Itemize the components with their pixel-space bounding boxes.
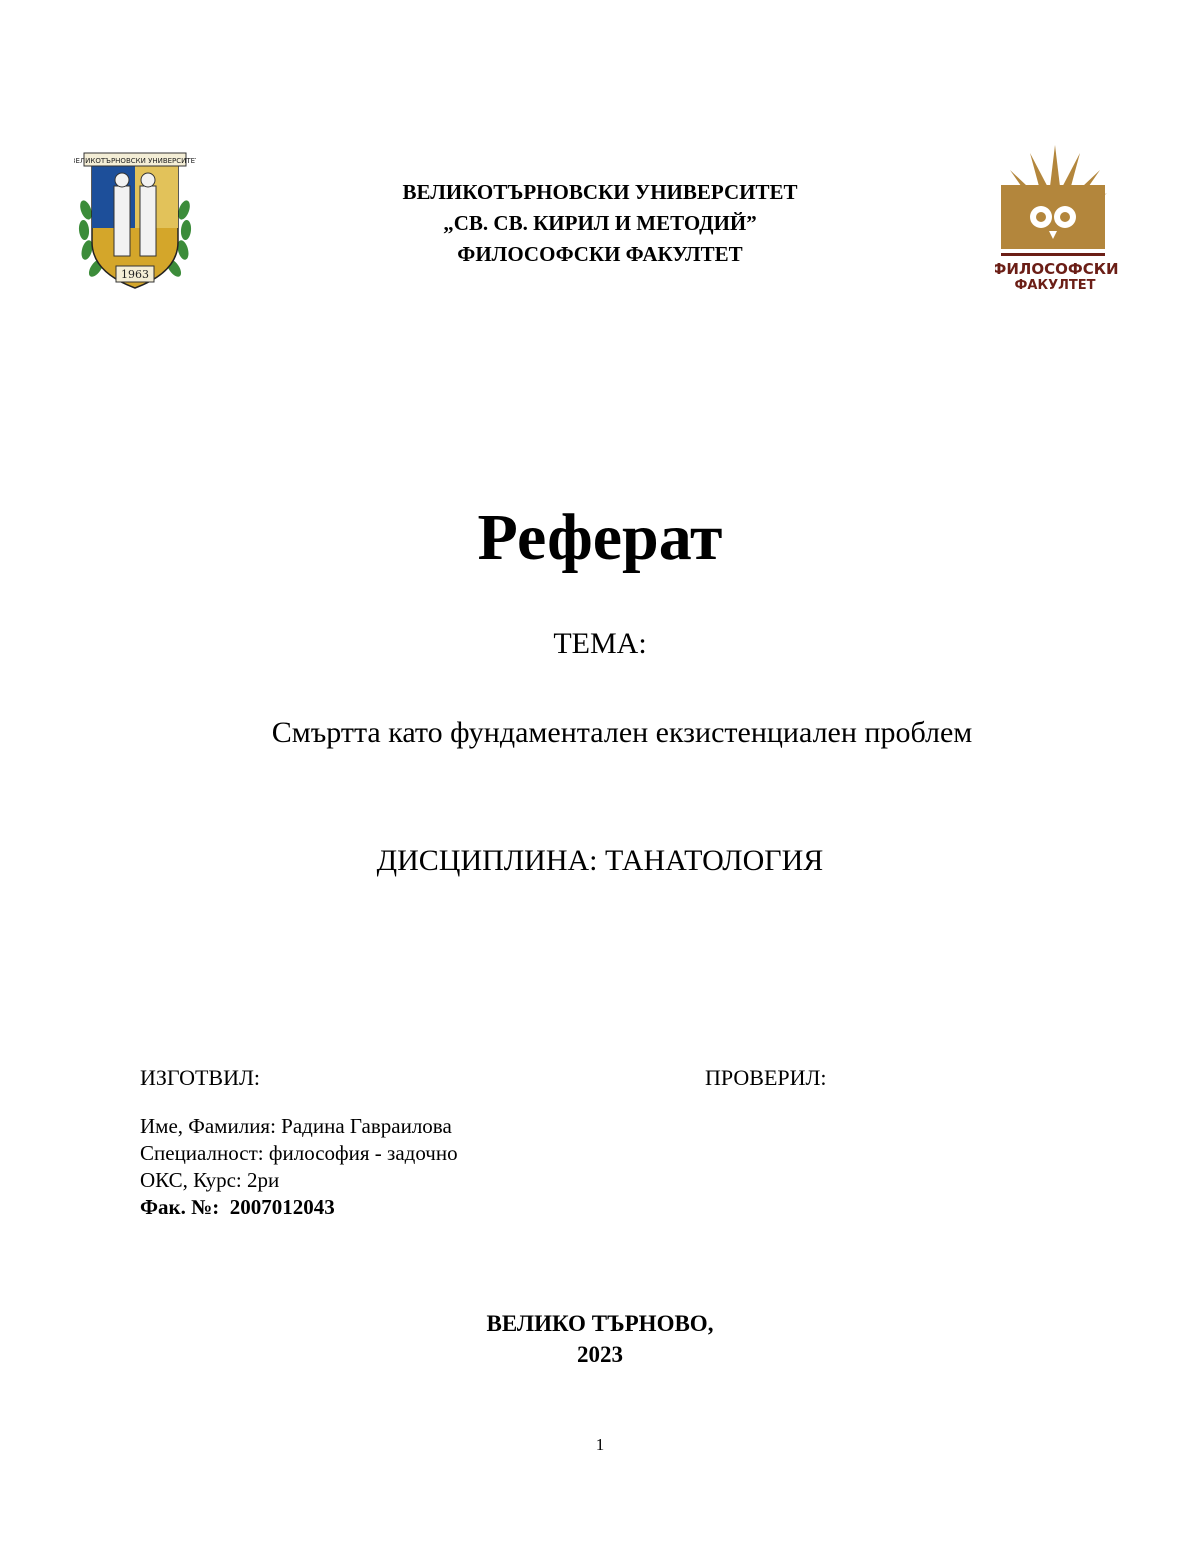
faculty-logo-text-1: ФИЛОСОФСКИ [995,260,1119,278]
faculty-logo-text-2: ФАКУЛТЕТ [1014,278,1096,293]
faculty-number: 2007012043 [229,1195,335,1219]
student-name: Име, Фамилия: Радина Гавраилова [140,1114,452,1138]
student-course: ОКС, Курс: 2ри [140,1168,280,1192]
university-name: ВЕЛИКОТЪРНОВСКИ УНИВЕРСИТЕТ [402,180,798,204]
student-specialty: Специалност: философия - задочно [140,1141,458,1165]
city: ВЕЛИКО ТЪРНОВО, [486,1311,714,1336]
crest-banner-text: ВЕЛИКОТЪРНОВСКИ УНИВЕРСИТЕТ [74,157,196,165]
checked-label: ПРОВЕРИЛ: [705,1065,827,1090]
document-title: Реферат [477,501,723,574]
prepared-label: ИЗГОТВИЛ: [140,1065,261,1090]
topic-text: Смъртта като фундаментален екзистенциален проблем [271,716,973,749]
faculty-number-row [140,1194,335,1221]
faculty-number-label: Фак. №: [140,1195,220,1219]
year: 2023 [577,1342,623,1367]
page-number: 1 [595,1435,605,1454]
tema-label: ТЕМА: [553,627,647,660]
crest-year: 1963 [121,268,149,281]
faculty-name: ФИЛОСОФСКИ ФАКУЛТЕТ [457,242,743,266]
discipline: ДИСЦИПЛИНА: ТАНАТОЛОГИЯ [376,844,824,877]
university-patron: „СВ. СВ. КИРИЛ И МЕТОДИЙ” [443,211,757,235]
